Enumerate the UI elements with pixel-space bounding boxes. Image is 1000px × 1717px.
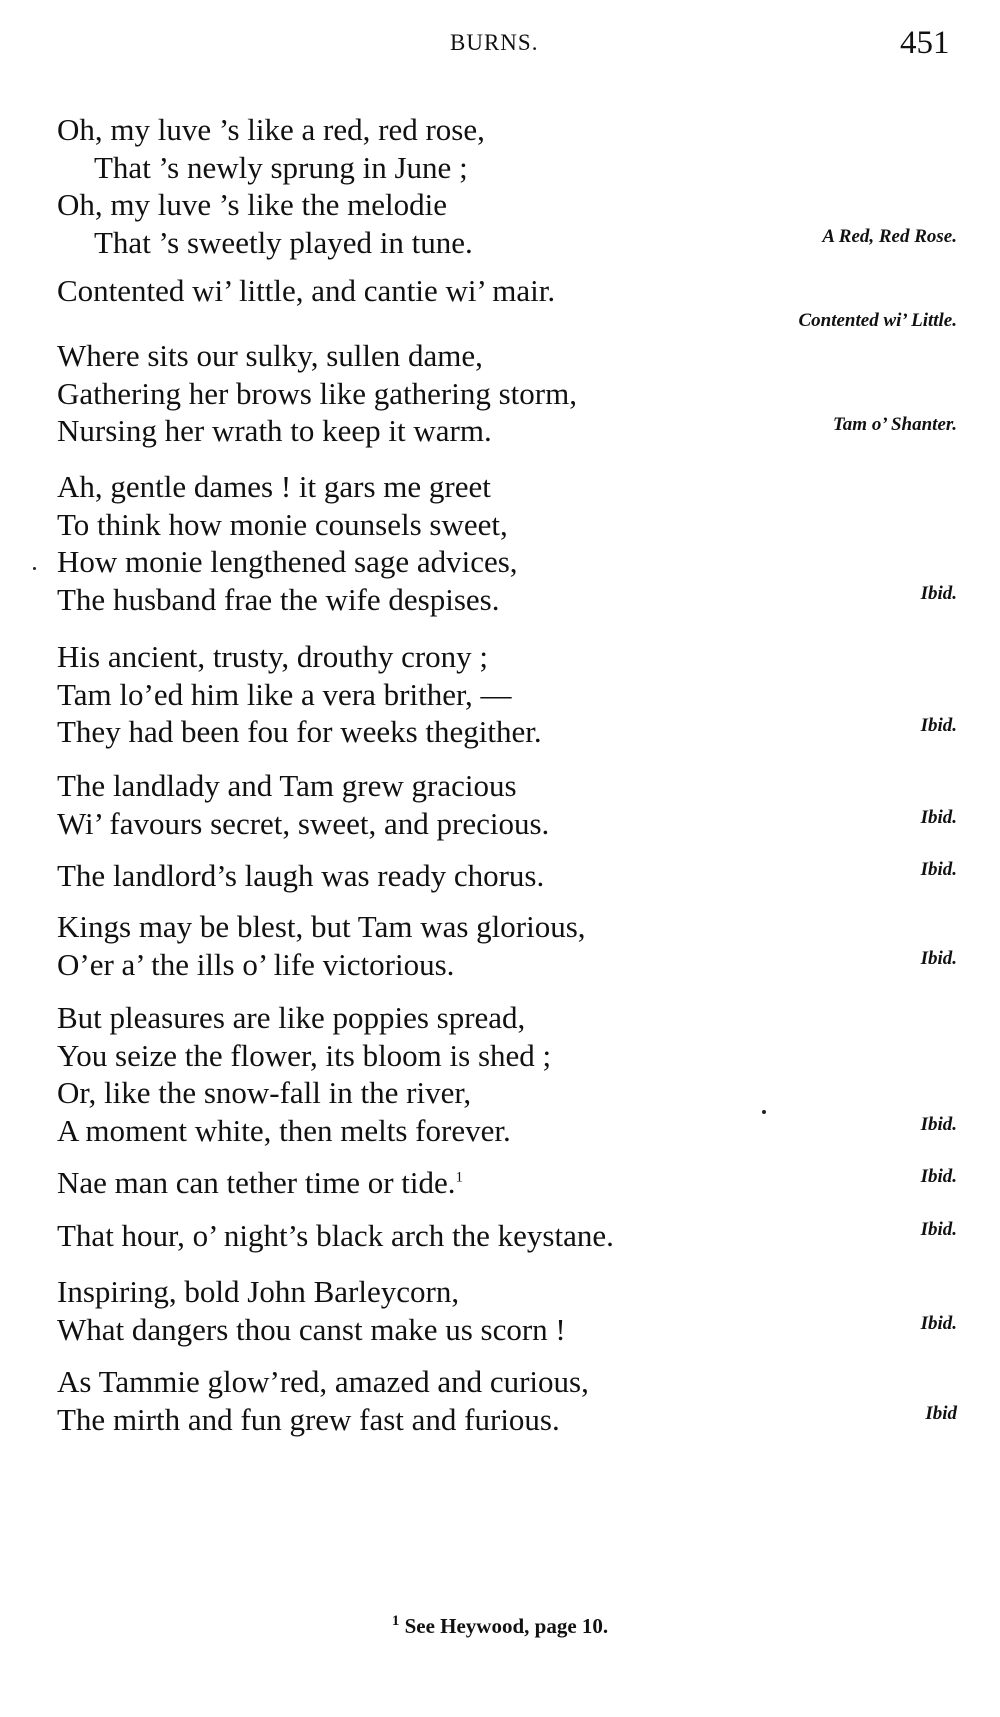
- footnote: [0, 1614, 1000, 1639]
- quote-block: [57, 468, 957, 618]
- verse-line: The landlady and Tam grew gracious: [57, 768, 517, 803]
- attribution: Ibid.: [920, 1166, 957, 1187]
- verse-line: [57, 946, 957, 984]
- quote-block: [57, 857, 957, 895]
- verse-line: [57, 805, 957, 843]
- verse-line-text: The landlord’s laugh was ready chorus.: [57, 858, 545, 893]
- attribution: Ibid.: [920, 1113, 957, 1135]
- verse-line-text: Wi’ favours secret, sweet, and precious.: [57, 805, 550, 841]
- verse-line: Where sits our sulky, sullen dame,: [57, 338, 483, 373]
- attribution: Ibid.: [920, 582, 957, 604]
- quote-block: [57, 111, 957, 261]
- verse-line-text: They had been fou for weeks thegither.: [57, 714, 542, 749]
- attribution: Ibid.: [920, 947, 957, 969]
- verse-line: Contented wi’ little, and cantie wi’ mair.: [57, 273, 556, 308]
- attribution: Ibid.: [920, 1219, 957, 1240]
- verse-line: [57, 224, 957, 262]
- verse-line-text: O’er a’ the ills o’ life victorious.: [57, 946, 455, 982]
- attribution: Tam o’ Shanter.: [832, 414, 957, 435]
- quote-block: [57, 337, 957, 450]
- verse-line-text: The husband frae the wife despises.: [57, 581, 500, 617]
- footnote-mark: 1: [391, 1613, 400, 1629]
- verse-line: That ’s newly sprung in June ;: [94, 149, 468, 185]
- verse-line-text: A moment white, then melts forever.: [57, 1112, 511, 1148]
- verse-line: Tam lo’ed him like a vera brither, —: [57, 676, 512, 712]
- quote-block: [57, 1217, 957, 1255]
- verse-line: Gathering her brows like gathering storm,: [57, 375, 577, 411]
- verse-line: Inspiring, bold John Barleycorn,: [57, 1274, 460, 1309]
- attribution: Ibid.: [920, 1312, 957, 1334]
- quote-block: [57, 272, 957, 338]
- verse-line: [57, 1311, 957, 1349]
- attribution: Contented wi’ Little.: [798, 309, 957, 331]
- verse-line: [57, 412, 957, 450]
- verse-line: [57, 1112, 957, 1150]
- print-speck: [762, 1110, 766, 1114]
- verse-line: Or, like the snow-fall in the river,: [57, 1075, 472, 1110]
- footnote-reference: 1: [455, 1169, 464, 1186]
- verse-line: [57, 1164, 957, 1202]
- attribution: Ibid: [925, 1402, 957, 1424]
- verse-line: His ancient, trusty, drouthy crony ;: [57, 639, 489, 674]
- quote-block: [57, 908, 957, 983]
- verse-line-text: Nursing her wrath to keep it warm.: [57, 413, 492, 448]
- verse-line: Oh, my luve ’s like a red, red rose,: [57, 112, 485, 147]
- quote-block: [57, 999, 957, 1149]
- verse-line: [57, 1217, 957, 1255]
- attribution: Ibid.: [920, 806, 957, 828]
- verse-line: [57, 713, 957, 751]
- quote-block: [57, 638, 957, 751]
- verse-line: Oh, my luve ’s like the melodie: [57, 187, 448, 222]
- footnote-text: See Heywood, page 10.: [404, 1614, 609, 1638]
- verse-line-text: Nae man can tether time or tide.: [57, 1165, 456, 1200]
- running-title: BURNS.: [450, 30, 539, 55]
- quote-block: [57, 1363, 957, 1438]
- print-speck: [33, 567, 36, 570]
- verse-line: [57, 857, 957, 895]
- verse-line: You seize the flower, its bloom is shed ;: [57, 1037, 552, 1073]
- verse-line: How monie lengthened sage advices,: [57, 544, 518, 579]
- quote-block: [57, 1273, 957, 1348]
- verse-line: To think how monie counsels sweet,: [57, 506, 508, 542]
- verse-line-text: That ’s sweetly played in tune.: [94, 224, 473, 260]
- attribution: Ibid.: [920, 859, 957, 880]
- attribution: A Red, Red Rose.: [822, 225, 957, 247]
- verse-line-text: The mirth and fun grew fast and furious.: [57, 1401, 560, 1437]
- verse-line: Ah, gentle dames ! it gars me greet: [57, 469, 491, 504]
- verse-line: [57, 1401, 957, 1439]
- verse-line: Kings may be blest, but Tam was glorious,: [57, 909, 586, 944]
- verse-line: But pleasures are like poppies spread,: [57, 1000, 526, 1035]
- attribution: Ibid.: [920, 715, 957, 736]
- quote-block: [57, 767, 957, 842]
- quote-block: [57, 1164, 957, 1202]
- page-number: 451: [900, 25, 950, 61]
- attribution-row: [57, 310, 957, 338]
- verse-line: [57, 581, 957, 619]
- verse-line: As Tammie glow’red, amazed and curious,: [57, 1364, 589, 1399]
- verse-line-text: What dangers thou canst make us scorn !: [57, 1311, 566, 1347]
- verse-line-text: That hour, o’ night’s black arch the keystane.: [57, 1218, 614, 1253]
